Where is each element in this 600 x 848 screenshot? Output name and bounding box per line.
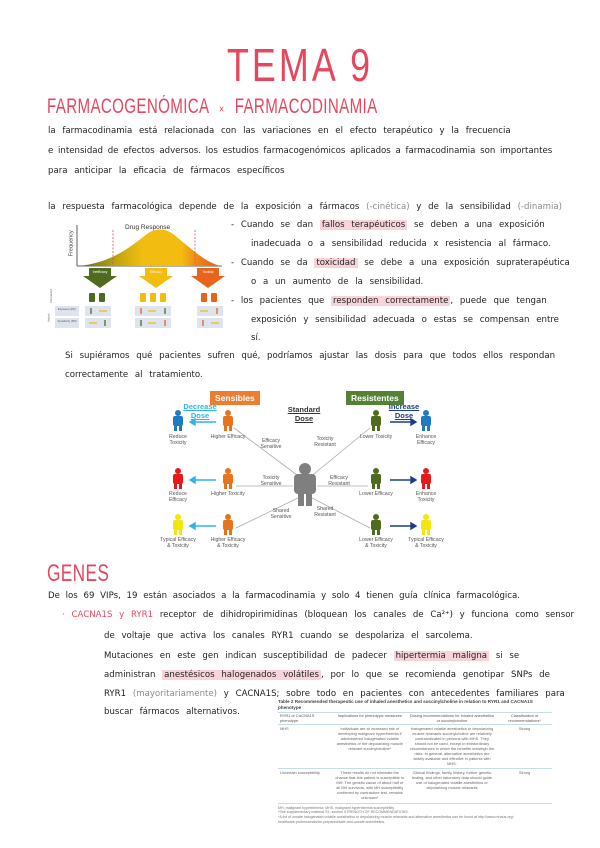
sensibles-label: Sensibles	[210, 391, 260, 405]
sensitivity-label: Sensitivity (PD)	[57, 319, 77, 323]
bullet-3-line-1	[231, 297, 547, 306]
reduce-toxicity-label: Reduce Toxicity	[169, 434, 187, 447]
frequency-axis-label: Frequency	[68, 230, 75, 257]
highlight-responden-correctamente: responden correctamente	[333, 296, 449, 306]
enhance-efficacy-label: Enhance Efficacy	[415, 434, 437, 447]
table-cell: Strong	[497, 769, 552, 803]
bullet-1-pre: - Cuando se dan	[231, 220, 314, 230]
bullet-1-line-1	[231, 221, 545, 230]
shared-sensitive-label: Shared Sensitive	[270, 508, 292, 521]
mutations-line-1	[104, 652, 519, 661]
response-text-c: y de la sensibilidad	[416, 202, 511, 212]
bullet-1-line-2: inadecuada o a sensibilidad reducida x resistencia al fármaco.	[251, 239, 551, 249]
mutations-l3-rest: y CACNA1S; sobre todo en pacientes con antecedentes familiares para	[223, 689, 565, 699]
heading-part-2: FARMACODINAMIA	[234, 95, 378, 118]
decrease-dose-label: Decrease Dose	[183, 402, 217, 420]
dose-adjustment-figure	[158, 386, 446, 556]
standard-dose-label: Standard Dose	[287, 405, 321, 423]
intro-line-3: para anticipar la eficacia de fármacos específicos	[48, 166, 285, 176]
table-header: Classification of recommendations*	[497, 713, 552, 725]
table-header: Dosing recommendations for inhaled anesthetics or succinylcholine	[407, 713, 497, 725]
efficacy-resistant-label: Efficacy Resistant	[328, 475, 350, 488]
bullet-3-line-2: exposición y sensibilidad adecuada o estas se compensan entre	[251, 315, 559, 325]
efficacy-sensitive-label: Efficacy Sensitive	[260, 438, 282, 451]
shared-resistant-label: Shared Resistant	[314, 506, 336, 519]
arrow-label-toxicity: Toxicity	[202, 270, 214, 274]
table-cell: These results do not eliminate the chance that this patient is susceptible to MH. The genetic cause of about half of all MH survivors, with MH susceptibility confirmed by contracture test, remains unknown*	[333, 769, 407, 803]
table-footnote: *A list of unsafe halogenated volatile anesthetics or depolarizing muscle relaxants and alternative anesthetics can be found at http://www.mhaus.org/	[278, 815, 514, 820]
highlight-toxicidad: toxicidad	[316, 258, 356, 268]
toxicity-resistant-label: Toxicity Resistant	[314, 436, 336, 449]
lower-toxicity-label: Lower Toxicity	[359, 434, 393, 440]
table-cell: Uncertain susceptibility	[278, 769, 333, 803]
recommendation-table	[278, 699, 552, 825]
increase-dose-label: Increase Dose	[388, 402, 420, 420]
mutations-line-2	[104, 671, 550, 680]
highlight-anestesicos-halogenados: anestésicos halogenados volátiles	[164, 670, 319, 680]
genes-bullet-text-1: receptor de dihidropirimidinas (bloquean los canales de Ca²⁺) y funciona como sensor	[159, 610, 575, 620]
table-row	[278, 725, 552, 769]
bullet-3-post: , puede que tengan	[450, 296, 547, 306]
table-body	[278, 712, 552, 804]
table-footnote: healthcare-professionals/be-prepared/safe-and-unsafe-anesthetics.	[278, 820, 386, 825]
higher-toxicity-label: Higher Toxicity	[211, 491, 245, 497]
mutations-l1-post: si se	[495, 651, 520, 661]
table-cell: MHS	[278, 725, 333, 769]
table-footnotes	[278, 806, 552, 825]
mutations-line-4: buscar fármacos alternativos.	[104, 707, 240, 717]
response-text-kinetic: (-cinética)	[366, 202, 410, 212]
bullet-1-post: se deben a una exposición	[413, 220, 545, 230]
table-row	[278, 769, 552, 803]
page-title: TEMA 9	[226, 39, 374, 91]
highlight-hipertermia-maligna: hipertermia maligna	[395, 651, 488, 661]
section-heading-farmacogenomica	[47, 95, 378, 119]
bullet-2-line-2: o a un aumento de la sensibilidad.	[251, 277, 424, 287]
higher-efficacy-toxicity-label: Higher Efficacy & Toxicity	[210, 537, 246, 550]
typical-efficacy-toxicity-right-label: Typical Efficacy & Toxicity	[408, 537, 444, 550]
genes-bullet-line-2: de voltaje que activa los canales RYR1 cuando se despolariza el sarcolema.	[104, 631, 473, 641]
resistentes-label: Resistentes	[346, 391, 404, 405]
bullet-3-pre: - los pacientes que	[231, 296, 325, 306]
drug-response-title: Drug Response	[125, 224, 171, 231]
exposure-label: Exposure (PK)	[57, 307, 77, 311]
table-caption: Table 2 Recommended therapeutic use of inhaled anesthetics and succinylcholine in relation to RYR1 and CACNA1S phenotype	[278, 699, 533, 710]
bullet-2-line-1	[231, 259, 570, 268]
enhance-toxicity-label: Enhance Toxicity	[415, 491, 437, 504]
heading-part-1: FARMACOGENÓMICA	[47, 95, 209, 118]
genes-intro-line: De los 69 VIPs, 19 están asociados a la farmacodinamia y solo 4 tienen guía clínica farmacológica.	[48, 591, 521, 601]
section-heading-genes: GENES	[47, 560, 110, 587]
mutations-l2-pre: administran	[104, 670, 156, 680]
bullet-2-pre: - Cuando se da	[231, 258, 308, 268]
lower-efficacy-label: Lower Efficacy	[359, 491, 393, 497]
table-cell: Halogenated volatile anesthetics or depolarizing muscle relaxants succinylcholine are relatively contraindicated in persons with MHS. They should not be used, except in extraordinary circumstances in which the benefits outweigh the risks. In general, alternative anesthetics are widely available and effective in patients with MHS.	[407, 725, 497, 769]
highlight-fallos-terapeuticos: fallos terapéuticos	[321, 220, 406, 230]
arrow-label-efficacy: Efficacy	[149, 270, 163, 274]
table-header: Implications for phenotypic measures	[333, 713, 407, 725]
actual-label: Actual	[46, 313, 51, 322]
lower-efficacy-toxicity-label: Lower Efficacy & Toxicity	[359, 537, 393, 550]
mutations-line-3	[104, 690, 565, 699]
typical-efficacy-toxicity-left-label: Typical Efficacy & Toxicity	[160, 537, 196, 550]
arrow-label-inefficacy: Inefficacy	[92, 270, 108, 274]
mutations-l3-mayoritariamente: (mayoritariamente)	[132, 689, 218, 699]
table-cell: Strong	[497, 725, 552, 769]
reduce-efficacy-label: Reduce Efficacy	[168, 491, 188, 504]
adjust-line-1: Si supiéramos qué pacientes sufren qué, podríamos ajustar las dosis para que todos ellos respondan	[65, 351, 556, 361]
mutations-l1-pre: Mutaciones en este gen indican susceptibilidad de padecer	[104, 651, 387, 661]
mutations-l2-post: , por lo que se recomienda genotipar SNPs de	[321, 670, 550, 680]
intro-line-2: e intensidad de efectos adversos. los estudios farmacogenómicos aplicados a farmacodinamia son importantes	[48, 146, 553, 156]
bullet-2-post: se debe a una exposición supraterapéutica	[364, 258, 570, 268]
response-text-dynamic: (-dinamia)	[517, 202, 562, 212]
genes-cacna1s-ryr1: · CACNA1S y RYR1	[62, 610, 154, 620]
bullet-3-line-3: sí.	[251, 333, 261, 343]
table-footnote: *See supplementary material S1, section STRENGTH OF RECOMMENDATIONS.	[278, 810, 409, 815]
adjust-line-2: correctamente al tratamiento.	[65, 370, 203, 380]
mutations-l3-ryr1: RYR1	[104, 689, 127, 699]
table-footnote: MH, malignant hyperthermia; MHS, malignant hyperthermia susceptibility.	[278, 805, 395, 810]
table-cell: Individuals are at increased risk of developing malignant hyperthermia if administered halogenated volatile anesthetics or the depolarizing muscle relaxant succinylcholine*	[333, 725, 407, 769]
genes-bullet-line-1	[62, 611, 574, 620]
perceived-label: Perceived	[48, 289, 53, 303]
table-header: RYR1 or CACNA1S phenotype	[278, 713, 333, 725]
toxicity-sensitive-label: Toxicity Sensitive	[260, 475, 282, 488]
response-text-a: la respuesta farmacológica depende de la exposición a fármacos	[48, 202, 360, 212]
table-cell: Clinical findings, family history, further genetic testing, and other laboratory data should guide use of halogenated volatile anesthetics or depolarizing muscle relaxants	[407, 769, 497, 803]
drug-response-figure	[47, 220, 225, 332]
heading-separator: ×	[218, 102, 225, 116]
response-line	[48, 203, 562, 212]
higher-efficacy-label: Higher Efficacy	[210, 434, 246, 440]
intro-line-1: la farmacodinamia está relacionada con las variaciones en el efecto terapéutico y la frecuencia	[48, 126, 511, 136]
